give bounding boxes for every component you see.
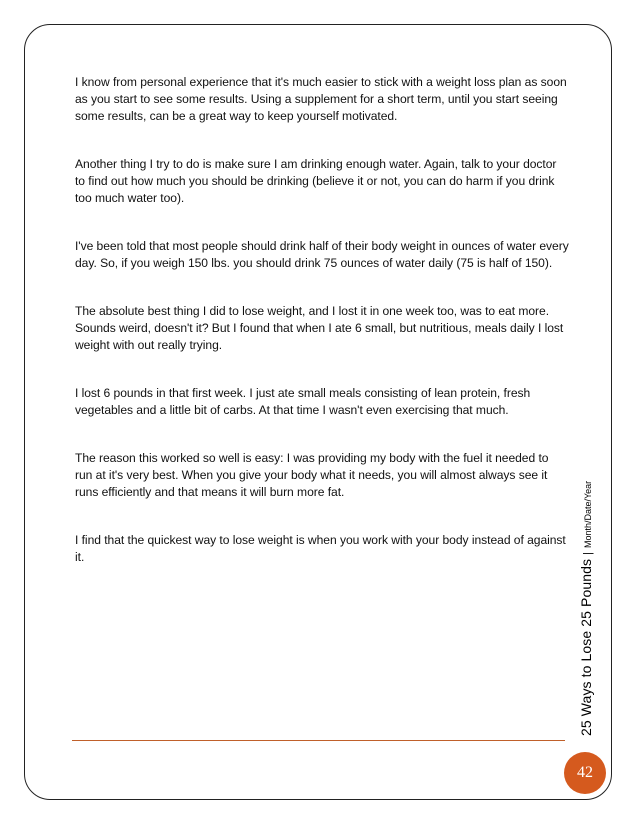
paragraph: I lost 6 pounds in that first week. I just ate small meals consisting of lean protein, fresh vegetables and a little bit of carbs. At that time I wasn't even exercising that much. — [75, 386, 531, 417]
paragraph: The reason this worked so well is easy: I was providing my body with the fuel it needed to run at it's very best. When you give your body what it needs, you will almost always see it runs efficiently and that means it will burn more fat. — [75, 451, 549, 499]
paragraph: The absolute best thing I did to lose weight, and I lost it in one week too, was to eat more. Sounds weird, doesn't it? But I found that when I ate 6 small, but nutritious, meals daily I lost weight with out really trying. — [75, 304, 564, 352]
paragraph: I know from personal experience that it's much easier to stick with a weight loss plan as soon as you start to see some results. Using a supplement for a short term, until you start seeing some results, can be a great way to keep yourself motivated. — [75, 75, 567, 123]
footer-rule — [72, 740, 565, 741]
paragraph: I've been told that most people should drink half of their body weight in ounces of water every day. So, if you weigh 150 lbs. you should drink 75 ounces of water daily (75 is half of 150). — [75, 239, 569, 270]
document-title: 25 Ways to Lose 25 Pounds — [578, 558, 594, 736]
header-separator: | — [582, 552, 594, 555]
page-body — [75, 74, 569, 597]
paragraph: Another thing I try to do is make sure I am drinking enough water. Again, talk to your doctor to find out how much you should be drinking (believe it or not, you can do harm if you drink too much water too). — [75, 157, 557, 205]
header-date: Month/Date/Year — [583, 480, 593, 549]
page-number-badge — [564, 752, 606, 794]
running-header — [578, 481, 594, 736]
paragraph: I find that the quickest way to lose weight is when you work with your body instead of against it. — [75, 533, 566, 564]
page-number: 42 — [577, 764, 593, 781]
